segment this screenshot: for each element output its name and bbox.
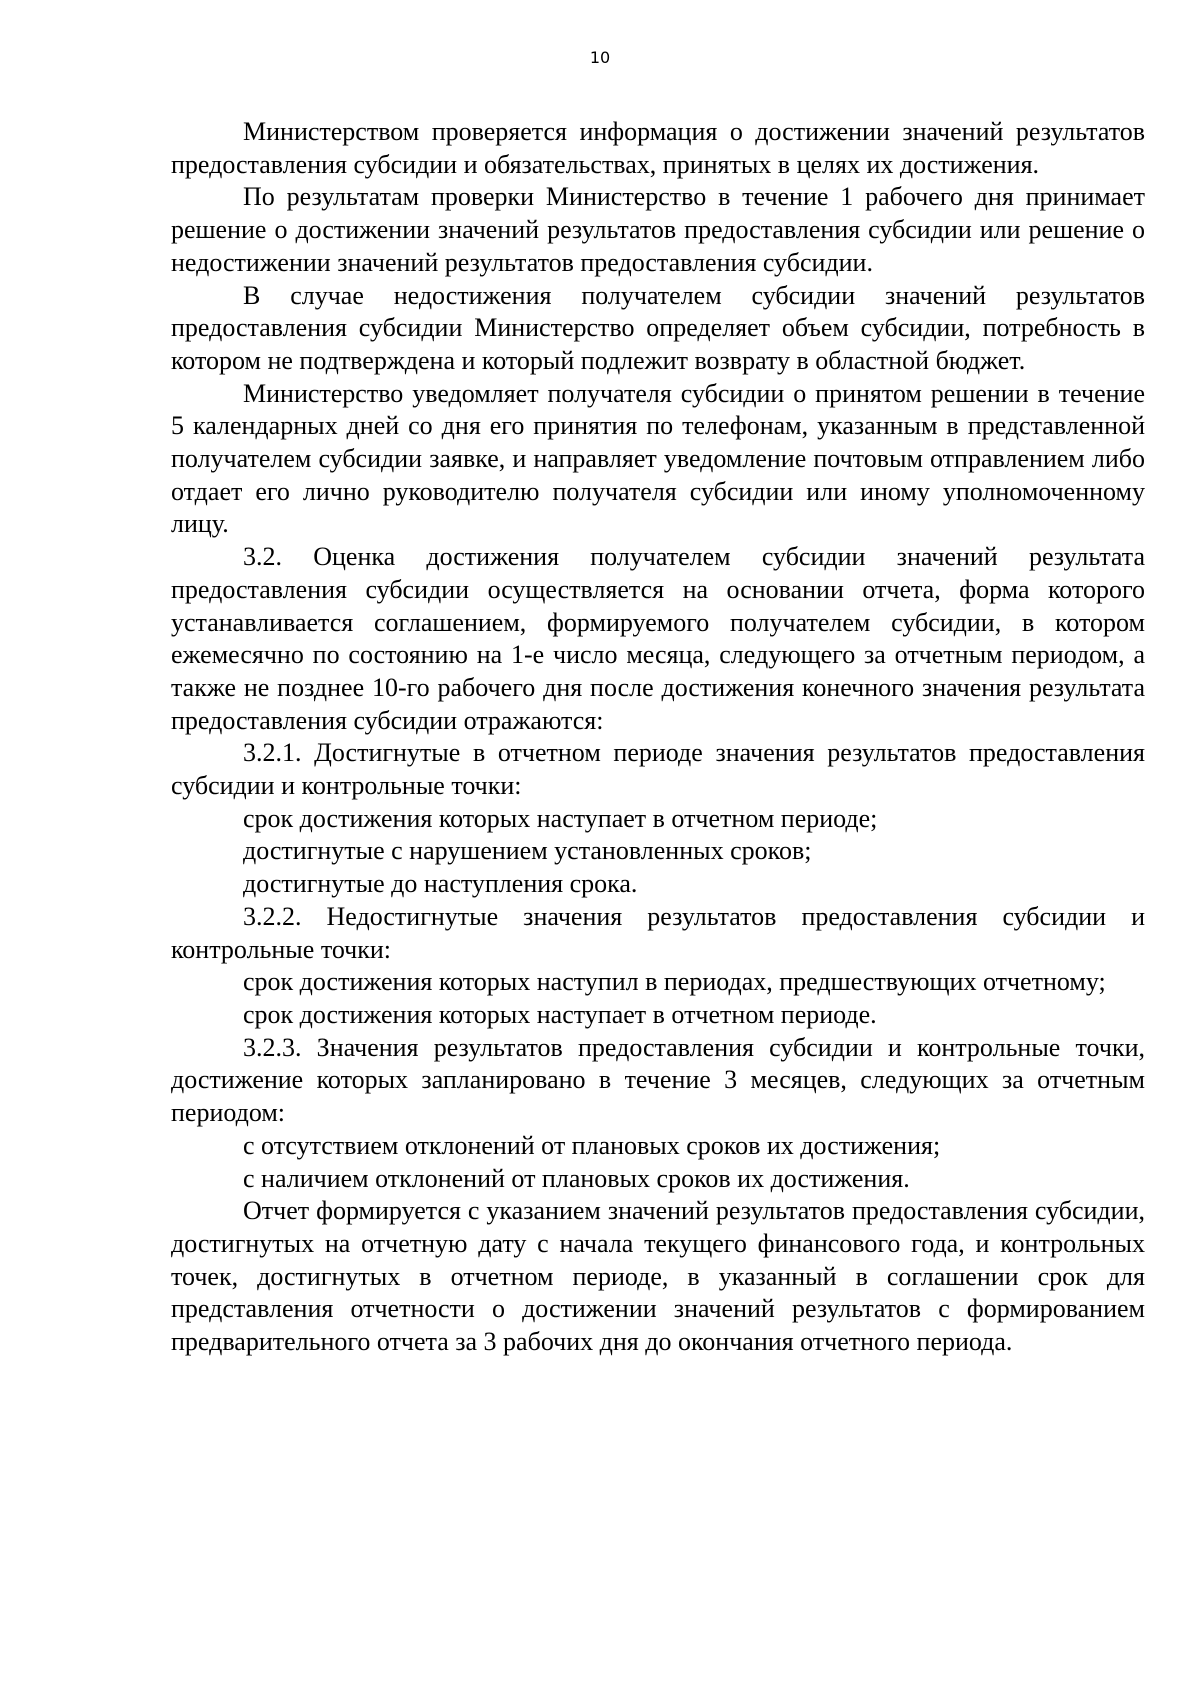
paragraph: 3.2. Оценка достижения получателем субсидии значений результата предоставления субсидии осуществляется на основании отчета, форма которого устанавливается соглашением, формируемого получателем субсидии, в котором ежемесячно по состоянию на 1-е число месяца, следующего за отчетным периодом, а также не позднее 10-го рабочего дня после достижения конечного значения результата предоставления субсидии отражаются: xyxy=(171,542,1145,735)
list-item: достигнутые с нарушением установленных сроков; xyxy=(243,836,812,866)
paragraph: Министерством проверяется информация о достижении значений результатов предоставления субсидии и обязательствах, принятых в целях их достижения. xyxy=(171,117,1145,179)
list-item: достигнутые до наступления срока. xyxy=(243,869,638,899)
paragraph: Министерство уведомляет получателя субсидии о принятом решении в течение 5 календарных дней со дня его принятия по телефонам, указанным в представленной получателем субсидии заявке, и направляет уведомление почтовым отправлением либо отдает его лично руководителю получателя субсидии или иному уполномоченному лицу. xyxy=(171,378,1145,539)
list-item: с отсутствием отклонений от плановых сроков их достижения; xyxy=(243,1130,941,1160)
paragraph: По результатам проверки Министерство в течение 1 рабочего дня принимает решение о достижении значений результатов предоставления субсидии или решение о недостижении значений результатов предоставления субсидии. xyxy=(171,182,1145,277)
list-item: с наличием отклонений от плановых сроков их достижения. xyxy=(243,1163,910,1193)
paragraph: 3.2.2. Недостигнутые значения результатов предоставления субсидии и контрольные точки: xyxy=(171,901,1145,964)
list-item: срок достижения которых наступает в отчетном периоде. xyxy=(243,999,877,1029)
page-number: 10 xyxy=(589,48,611,67)
paragraph: 3.2.1. Достигнутые в отчетном периоде значения результатов предоставления субсидии и контрольные точки: xyxy=(171,738,1145,801)
list-item: срок достижения которых наступил в периодах, предшествующих отчетному; xyxy=(243,967,1106,997)
paragraph: Отчет формируется с указанием значений результатов предоставления субсидии, достигнутых на отчетную дату с начала текущего финансового года, и контрольных точек, достигнутых в отчетном периоде, в указанный в соглашении срок для представления отчетности о достижении значений результатов с формированием предварительного отчета за 3 рабочих дня до окончания отчетного периода. xyxy=(171,1196,1145,1357)
paragraph: 3.2.3. Значения результатов предоставления субсидии и контрольные точки, достижение которых запланировано в течение 3 месяцев, следующих за отчетным периодом: xyxy=(171,1032,1145,1128)
paragraph: В случае недостижения получателем субсидии значений результатов предоставления субсидии Министерство определяет объем субсидии, потребность в котором не подтверждена и который подлежит возврату в областной бюджет. xyxy=(171,280,1145,375)
list-item: срок достижения которых наступает в отчетном периоде; xyxy=(243,803,878,833)
document-body xyxy=(171,116,1145,1359)
